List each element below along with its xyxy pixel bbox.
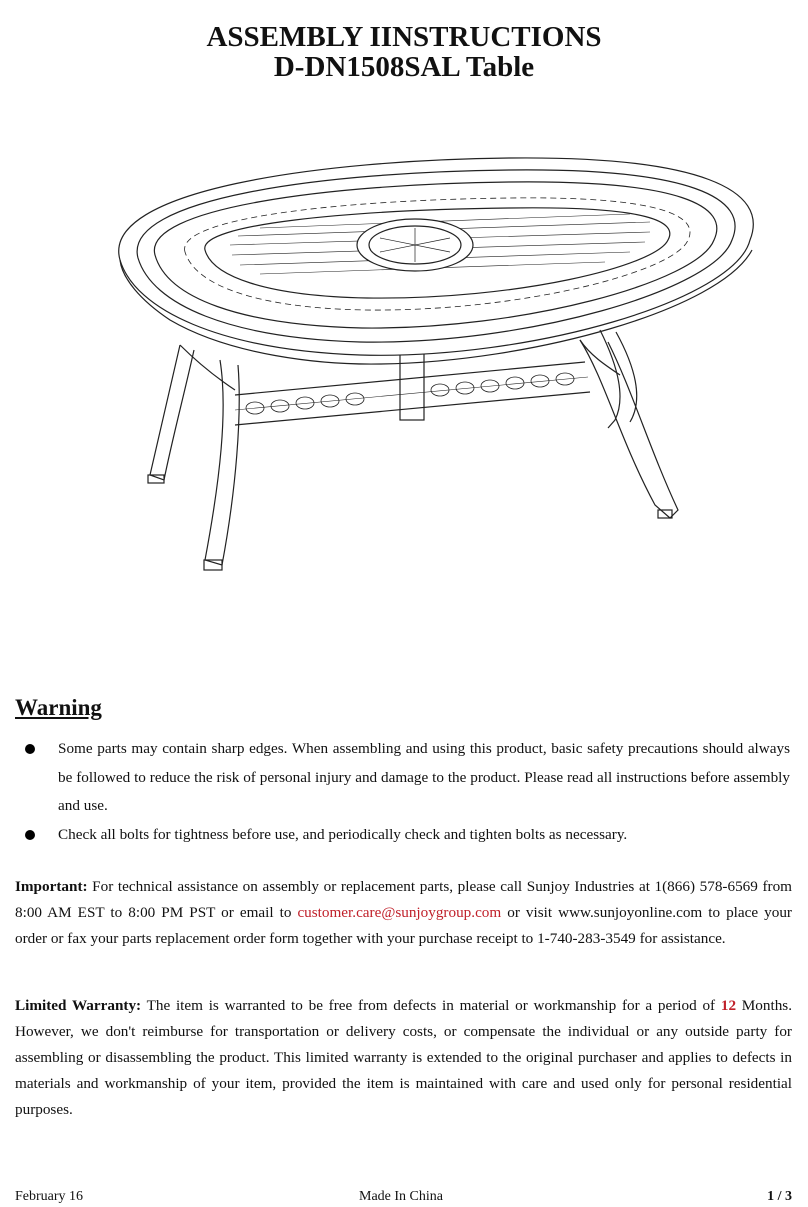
table-legs — [148, 330, 678, 570]
warning-item — [15, 735, 790, 821]
title-line-1: ASSEMBLY IINSTRUCTIONS — [206, 21, 602, 53]
footer-page-number: 1 / 3 — [767, 1189, 792, 1204]
warning-list — [15, 735, 790, 849]
important-text-after-email: or visit www.sunjoyonline.com to place your order or fax your parts replacement order form together with your purchase receipt to 1-740-283-3549 for assistance. — [15, 904, 792, 947]
important-label: Important: — [15, 878, 88, 895]
warning-item-text: Some parts may contain sharp edges. When assembling and using this product, basic safety precautions should always be followed to reduce the risk of personal injury and damage to the product. Please read all instructions before assembly and use. — [58, 740, 790, 814]
oval-patio-table-drawing — [60, 150, 760, 590]
footer-date: February 16 — [15, 1189, 84, 1204]
warning-item — [15, 821, 790, 850]
table-top — [119, 158, 754, 364]
warranty-text-before-period: The item is warranted to be free from defects in material or workmanship for a period of — [141, 997, 721, 1014]
title-line-2: D-DN1508SAL Table — [273, 51, 535, 83]
warranty-paragraph — [15, 993, 792, 1123]
important-text-before-email: For technical assistance on assembly or replacement parts, please call Sunjoy Industries at 1(866) 578-6569 from 8:00 AM EST to 8:00 PM PST or email to — [15, 878, 792, 921]
warranty-period: 12 — [720, 997, 737, 1014]
footer-origin: Made In China — [359, 1189, 443, 1204]
warranty-label: Limited Warranty: — [15, 997, 142, 1014]
bullet-icon — [25, 830, 35, 840]
warranty-text-after-period: Months. However, we don't reimburse for transportation or delivery costs, or compensate the individual or any outside party for assembling or disassembling the product. This limited warranty is extended to the original purchaser and applies to defects in materials and workmanship of your item, provided the item is maintained with care and used only for personal residential purposes. — [15, 997, 792, 1118]
bullet-icon — [25, 744, 35, 754]
warning-item-text: Check all bolts for tightness before use, and periodically check and tighten bolts as necessary. — [58, 825, 628, 843]
support-email-link[interactable]: customer.care@sunjoygroup.com — [297, 904, 502, 921]
warning-heading: Warning — [15, 695, 102, 720]
important-paragraph — [15, 874, 792, 952]
